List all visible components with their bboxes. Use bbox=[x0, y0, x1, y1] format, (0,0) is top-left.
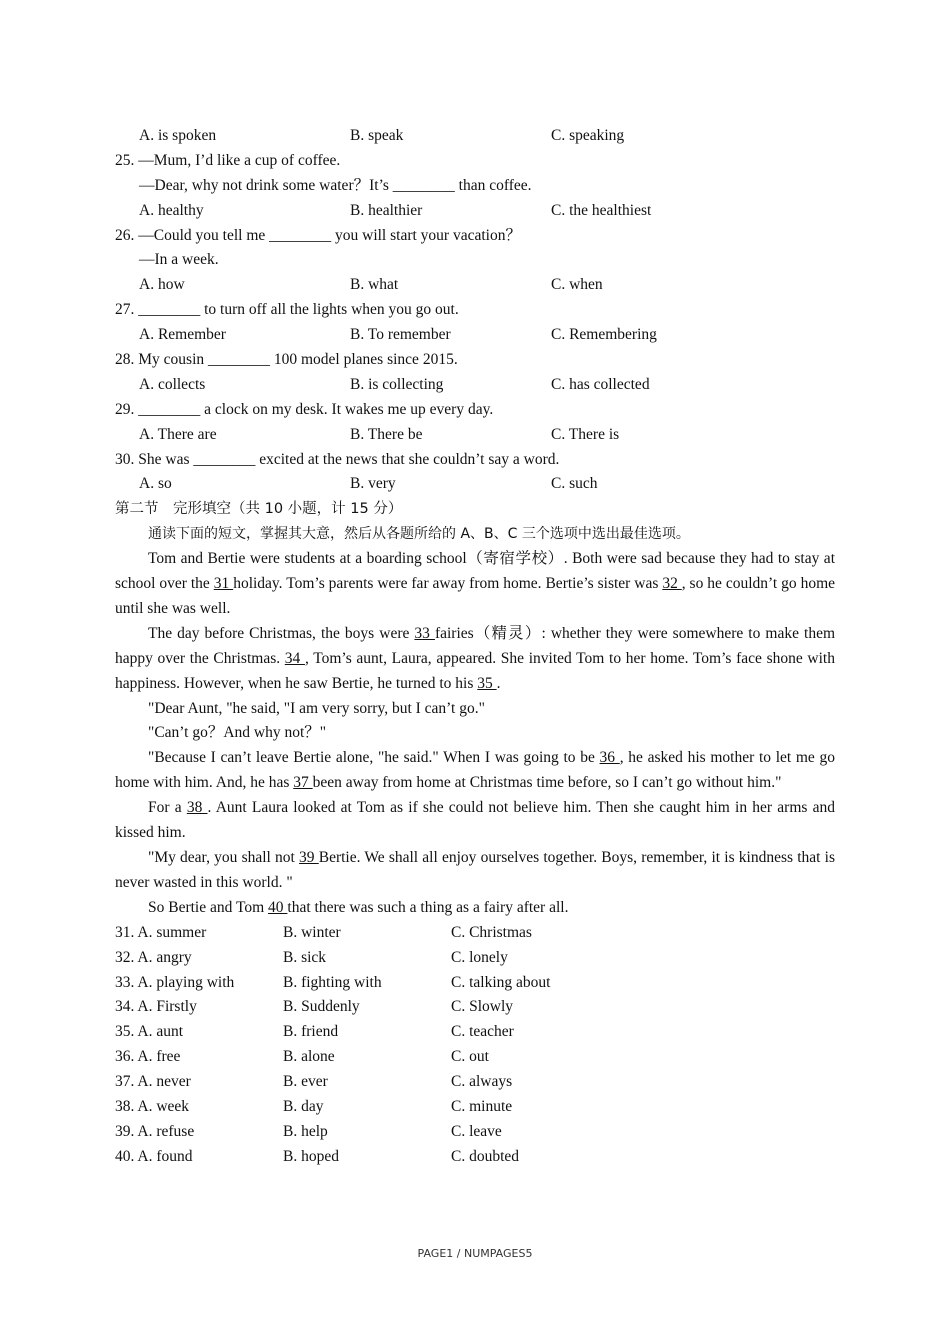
q27-stem: 27. ________ to turn off all the lights when you go out. bbox=[115, 301, 459, 319]
passage-paragraph-2: The day before Christmas, the boys were 33 fairies（精灵）: whether they were somewhere to make them happy over the Christmas. 34 , Tom’s aunt, Laura, appeared. She invited Tom to her home. Tom’s face shone with happiness. However, when he saw Bertie, he turned to his 35 . bbox=[115, 624, 835, 692]
option-c: C. such bbox=[551, 475, 598, 493]
q30-options bbox=[115, 472, 835, 497]
cloze-option-row: 40. A. found B. hoped C. doubted bbox=[115, 1147, 520, 1165]
passage-paragraph-7: "My dear, you shall not 39 Bertie. We shall all enjoy ourselves together. Boys, remember, it is kindness that is never wasted in this world. " bbox=[115, 849, 836, 891]
blank-32: 32 bbox=[662, 575, 682, 593]
q25-stem: 25. —Mum, I’d like a cup of coffee. bbox=[115, 151, 341, 169]
cloze-options-list bbox=[115, 921, 835, 1170]
blank-33: 33 bbox=[414, 624, 435, 642]
q30-stem: 30. She was ________ excited at the news that she couldn’t say a word. bbox=[115, 450, 560, 468]
q27-options bbox=[115, 323, 835, 348]
option-a: A. collects bbox=[139, 375, 206, 393]
option-b: B. There be bbox=[350, 425, 423, 443]
cloze-option-row: 32. A. angry B. sick C. lonely bbox=[115, 948, 508, 966]
section-heading: 第二节 完形填空（共 10 小题，计 15 分） bbox=[115, 501, 403, 518]
option-a: A. healthy bbox=[139, 201, 204, 219]
option-a: A. Remember bbox=[139, 326, 226, 344]
cloze-option-row: 39. A. refuse B. help C. leave bbox=[115, 1122, 502, 1140]
q29-options bbox=[115, 423, 835, 448]
q25-options bbox=[115, 199, 835, 224]
passage-paragraph-3: "Dear Aunt, "he said, "I am very sorry, but I can’t go." bbox=[148, 699, 485, 717]
cloze-option-row: 33. A. playing with B. fighting with C. talking about bbox=[115, 973, 551, 991]
q29-stem: 29. ________ a clock on my desk. It wakes me up every day. bbox=[115, 400, 494, 418]
option-b: B. very bbox=[350, 475, 396, 493]
option-a: A. There are bbox=[139, 425, 217, 443]
document-page bbox=[115, 124, 835, 1170]
blank-40: 40 bbox=[268, 898, 288, 916]
q25-reply: —Dear, why not drink some water？It’s ________ than coffee. bbox=[139, 176, 532, 194]
cloze-option-row: 37. A. never B. ever C. always bbox=[115, 1073, 513, 1091]
option-b: B. healthier bbox=[350, 201, 423, 219]
option-c: C. Remembering bbox=[551, 326, 657, 344]
option-c: C. when bbox=[551, 276, 603, 294]
cloze-option-row: 36. A. free B. alone C. out bbox=[115, 1048, 489, 1066]
option-b: B. is collecting bbox=[350, 375, 444, 393]
q26-options bbox=[115, 273, 835, 298]
cloze-option-row: 34. A. Firstly B. Suddenly C. Slowly bbox=[115, 998, 514, 1016]
passage-paragraph-8: So Bertie and Tom 40 that there was such a thing as a fairy after all. bbox=[148, 898, 569, 916]
cloze-option-row: 38. A. week B. day C. minute bbox=[115, 1097, 513, 1115]
section-instruction: 通读下面的短文，掌握其大意，然后从各题所给的 A、B、C 三个选项中选出最佳选项。 bbox=[148, 526, 690, 543]
option-c: C. There is bbox=[551, 425, 620, 443]
cloze-option-row: 35. A. aunt B. friend C. teacher bbox=[115, 1023, 514, 1041]
passage-paragraph-6: For a 38 . Aunt Laura looked at Tom as if she could not believe him. Then she caught him in her arms and kissed him. bbox=[115, 799, 835, 842]
blank-38: 38 bbox=[186, 799, 208, 817]
q26-reply: —In a week. bbox=[139, 251, 219, 269]
option-b: B. speak bbox=[350, 127, 404, 144]
option-b: B. what bbox=[350, 276, 399, 294]
option-b: B. To remember bbox=[350, 326, 451, 344]
passage-paragraph-1: Tom and Bertie were students at a boarding school（寄宿学校）. Both were sad because they had to stay at school over the 31 holiday. Tom’s parents were far away from home. Bertie’s sister was 32 , so he couldn’t go home until she was well. bbox=[115, 550, 836, 617]
option-c: C. the healthiest bbox=[551, 201, 652, 219]
option-c: C. has collected bbox=[551, 375, 650, 393]
blank-35: 35 bbox=[477, 674, 497, 692]
blank-37: 37 bbox=[293, 774, 313, 792]
q28-options bbox=[115, 373, 835, 398]
cloze-option-row: 31. A. summer B. winter C. Christmas bbox=[115, 923, 532, 941]
page-footer: PAGE1 / NUMPAGES5 bbox=[417, 1247, 533, 1260]
blank-31: 31 bbox=[213, 575, 234, 593]
option-a: A. how bbox=[139, 276, 185, 294]
passage-paragraph-5: "Because I can’t leave Bertie alone, "he said." When I was going to be 36 , he asked his mother to let me go home with him. And, he has 37 been away from home at Christmas time before, so I can’t go without him." bbox=[115, 749, 835, 792]
option-a: A. so bbox=[139, 475, 172, 493]
blank-34: 34 bbox=[284, 649, 305, 667]
q24-options bbox=[115, 124, 835, 149]
passage-paragraph-4: "Can’t go？And why not？" bbox=[148, 724, 327, 742]
blank-36: 36 bbox=[599, 749, 620, 767]
option-c: C. speaking bbox=[551, 127, 625, 144]
q28-stem: 28. My cousin ________ 100 model planes since 2015. bbox=[115, 351, 458, 369]
q26-stem: 26. —Could you tell me ________ you will start your vacation？ bbox=[115, 226, 521, 244]
option-a: A. is spoken bbox=[139, 127, 217, 144]
blank-39: 39 bbox=[299, 849, 319, 867]
